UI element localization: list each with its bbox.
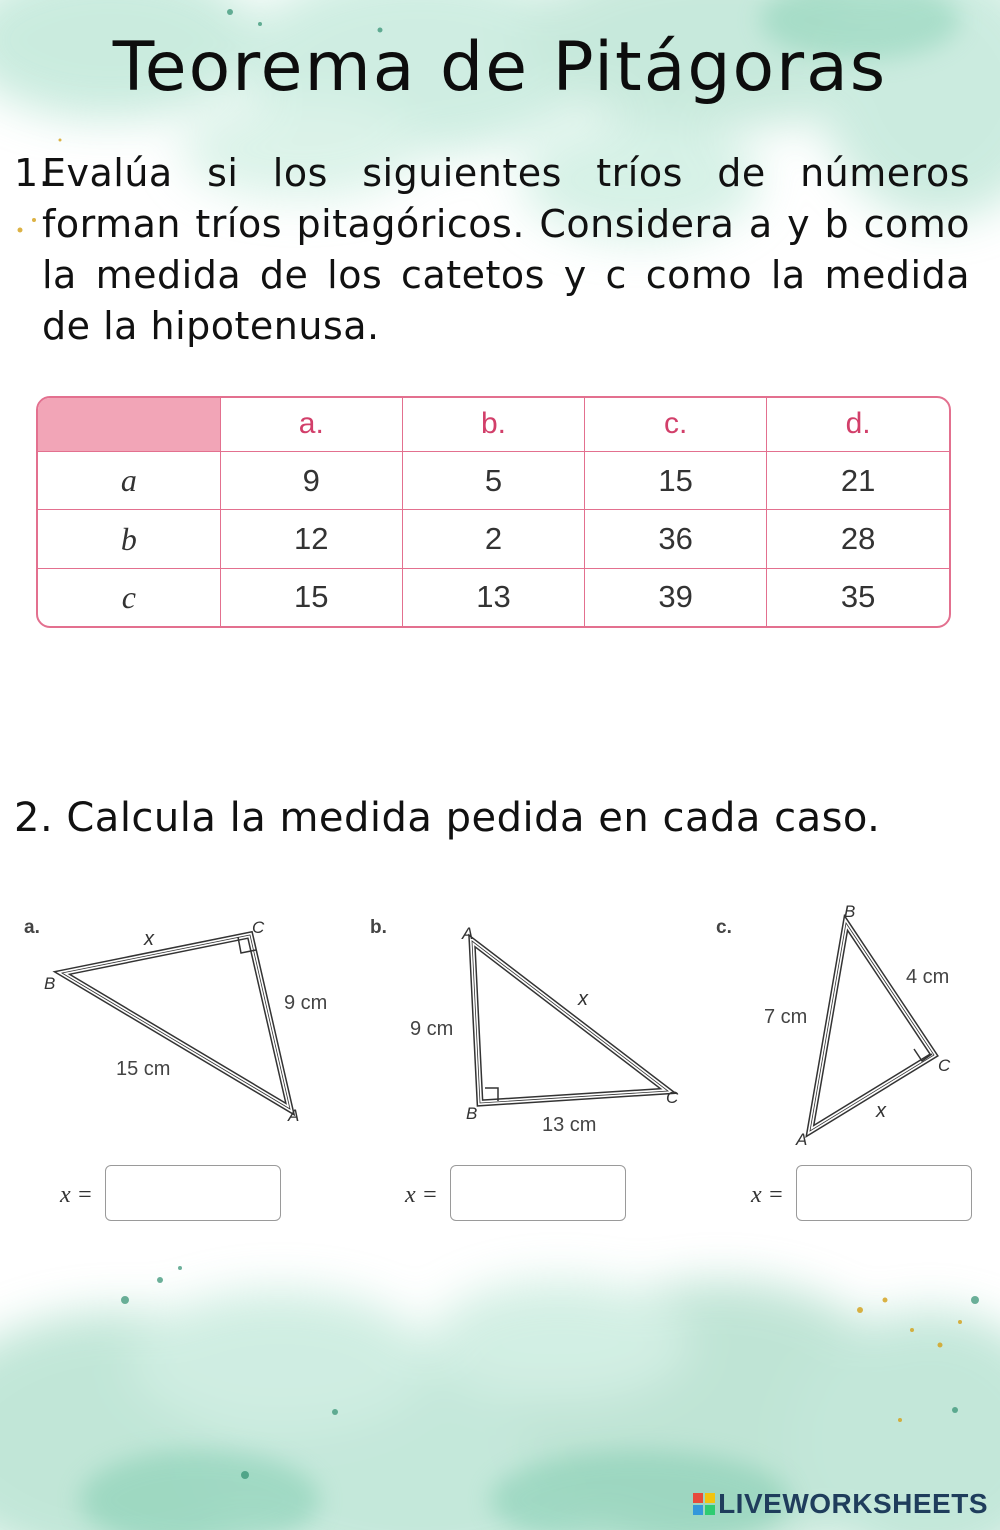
liveworksheets-logo-icon bbox=[693, 1493, 715, 1515]
table-row-label: a bbox=[38, 451, 220, 509]
question-1-number: 1. bbox=[14, 151, 52, 195]
figure-a-side-hyp: 15 cm bbox=[116, 1058, 171, 1080]
table-cell: 9 bbox=[220, 451, 402, 509]
table-cell: 15 bbox=[220, 568, 402, 626]
figure-b-side-left: 9 cm bbox=[410, 1018, 454, 1040]
figure-c-vertex-a: A bbox=[796, 1130, 808, 1149]
figure-a-vertex-b: B bbox=[44, 974, 56, 993]
answer-c-label: x = bbox=[751, 1182, 784, 1208]
table-cell: 21 bbox=[767, 451, 949, 509]
table-cell: 28 bbox=[767, 510, 949, 568]
table-cell: 2 bbox=[402, 510, 584, 568]
figure-c-vertex-b: B bbox=[844, 902, 856, 921]
figure-c-vertex-c: C bbox=[938, 1056, 951, 1075]
figure-b-vertex-c: C bbox=[666, 1088, 679, 1107]
table-corner-cell bbox=[38, 398, 220, 451]
table-cell: 39 bbox=[585, 568, 767, 626]
table-cell: 35 bbox=[767, 568, 949, 626]
figure-b-vertex-b: B bbox=[466, 1104, 478, 1123]
page-title: Teorema de Pitágoras bbox=[112, 28, 888, 107]
table-column-header: a. bbox=[220, 398, 402, 451]
answer-c-input[interactable] bbox=[796, 1165, 972, 1221]
triangle-figure-c bbox=[716, 902, 951, 1149]
answer-a-label: x = bbox=[60, 1182, 93, 1208]
table-row-label: b bbox=[38, 510, 220, 568]
figure-b-vertex-a: A bbox=[462, 924, 474, 943]
figure-b-tag: b. bbox=[370, 917, 387, 938]
table-cell: 12 bbox=[220, 510, 402, 568]
table-column-header: c. bbox=[585, 398, 767, 451]
figure-a-vertex-c: C bbox=[252, 918, 265, 937]
figure-a-side-x: x bbox=[144, 928, 154, 950]
answer-b-input[interactable] bbox=[450, 1165, 626, 1221]
table-header-row bbox=[38, 398, 949, 451]
figure-a-vertex-a: A bbox=[288, 1106, 300, 1125]
table-row bbox=[38, 510, 949, 568]
table-cell: 36 bbox=[585, 510, 767, 568]
question-1 bbox=[14, 148, 970, 352]
figure-b-side-bottom: 13 cm bbox=[542, 1114, 597, 1136]
table-cell: 15 bbox=[585, 451, 767, 509]
table-column-header: d. bbox=[767, 398, 949, 451]
table-row bbox=[38, 451, 949, 509]
table-cell: 5 bbox=[402, 451, 584, 509]
table-column-header: b. bbox=[402, 398, 584, 451]
figure-a-side-right: 9 cm bbox=[284, 992, 328, 1014]
liveworksheets-brand bbox=[693, 1488, 988, 1520]
triangle-figure-b bbox=[370, 917, 679, 1136]
question-2-text: 2. Calcula la medida pedida en cada caso. bbox=[14, 795, 881, 841]
figure-b-side-hyp: x bbox=[578, 988, 588, 1010]
table-row bbox=[38, 568, 949, 626]
figure-a-tag: a. bbox=[24, 917, 40, 938]
answer-a-input[interactable] bbox=[105, 1165, 281, 1221]
pythagorean-triples-table bbox=[36, 396, 951, 628]
figure-c-tag: c. bbox=[716, 917, 732, 938]
table-cell: 13 bbox=[402, 568, 584, 626]
answer-b-label: x = bbox=[405, 1182, 438, 1208]
figure-c-side-bottom: x bbox=[876, 1100, 886, 1122]
table-row-label: c bbox=[38, 568, 220, 626]
triangle-figures bbox=[0, 895, 1000, 1155]
question-1-text: Evalúa si los siguientes tríos de números forman tríos pitagóricos. Considera a y b como la medida de los catetos y c como la medida de la hipotenusa. bbox=[42, 151, 970, 348]
triangle-figure-a bbox=[24, 917, 327, 1125]
figure-c-side-left: 7 cm bbox=[764, 1006, 808, 1028]
liveworksheets-brand-text: LIVEWORKSHEETS bbox=[718, 1488, 988, 1519]
figure-c-side-right: 4 cm bbox=[906, 966, 950, 988]
